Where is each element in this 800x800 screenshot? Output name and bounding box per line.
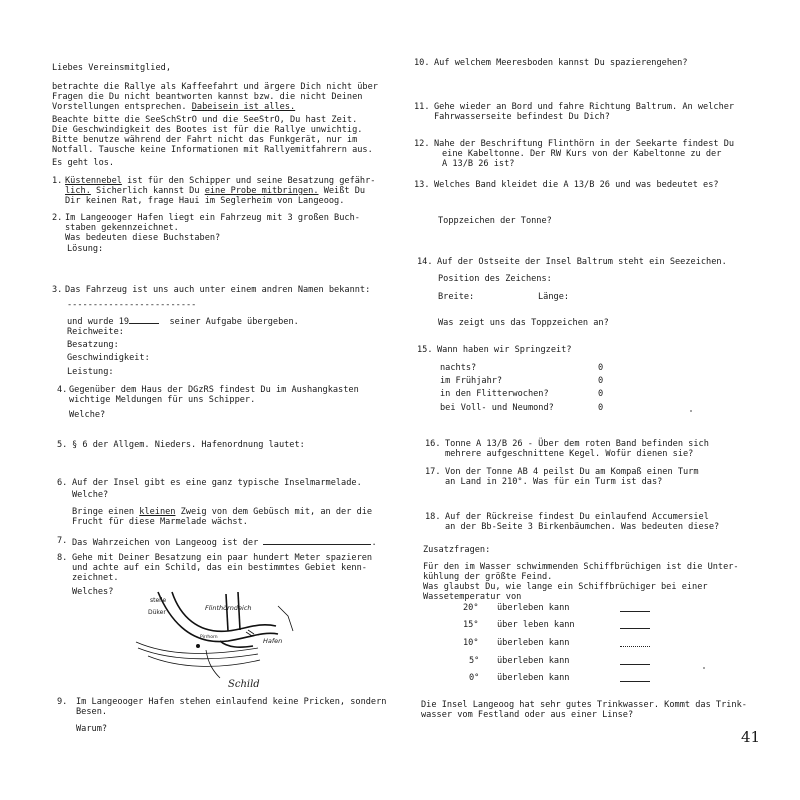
field-label: Besatzung: xyxy=(67,340,119,350)
question-9-line: Besen. xyxy=(76,707,108,717)
zusatzfragen-heading: Zusatzfragen: xyxy=(423,545,491,555)
question-number: 7. xyxy=(57,536,68,546)
question-11-line: Fahrwasserseite befindest Du Dich? xyxy=(434,112,610,122)
sketch-signature: Schild xyxy=(228,679,260,690)
field-label: Leistung: xyxy=(67,367,114,377)
option-mark: 0 xyxy=(598,403,604,413)
question-12-line: A 13/B 26 ist? xyxy=(442,159,515,169)
question-text: und wurde 19 xyxy=(67,317,130,327)
scan-speck xyxy=(703,667,705,669)
temperature: 20° xyxy=(463,603,479,613)
option-label: nachts? xyxy=(440,363,477,373)
motto-underlined: Dabeisein ist alles. xyxy=(191,102,296,112)
question-8-line: Welches? xyxy=(72,587,114,597)
question-17-line: Von der Tonne AB 4 peilst Du am Kompaß einen Turm xyxy=(445,467,699,477)
intro-line xyxy=(52,102,295,112)
question-4-line: Welche? xyxy=(69,410,106,420)
answer-blank xyxy=(620,620,650,629)
temperature: 0° xyxy=(469,673,480,683)
question-6-line: Welche? xyxy=(72,490,109,500)
question-text: ist für den Schipper und seine Besatzung gefähr- xyxy=(121,176,376,186)
zusatz-line: Für den im Wasser schwimmenden Schiffbrüchigen ist die Unter- xyxy=(423,562,739,572)
question-6-line: Auf der Insel gibt es eine ganz typische Inselmarmelade. xyxy=(72,478,362,488)
page-number: 41 xyxy=(741,728,761,746)
zusatz-line: kühlung der größte Feind. xyxy=(423,572,553,582)
intro-line: Bitte benutze während der Fahrt nicht das Funkgerät, nur im xyxy=(52,135,358,145)
question-number: 8. xyxy=(57,553,68,563)
zusatz-line: Wassetemperatur von xyxy=(423,592,522,602)
option-mark: 0 xyxy=(598,389,604,399)
question-number: 14. xyxy=(417,257,433,267)
temperature-text: über leben kann xyxy=(497,620,575,630)
question-text: Weißt Du xyxy=(318,186,366,196)
temperature-text: überleben kann xyxy=(497,673,570,683)
intro-line: Die Geschwindigkeit des Bootes ist für die Rallye unwichtig. xyxy=(52,125,363,135)
zusatz-line: Was glaubst Du, wie lange ein Schiffbrüchiger bei einer xyxy=(423,582,708,592)
question-number: 10. xyxy=(414,58,430,68)
field-label: Breite: xyxy=(438,292,475,302)
question-number: 1. xyxy=(52,176,63,186)
question-18-line: an der Bb-Seite 3 Birkenbäumchen. Was bedeuten diese? xyxy=(445,522,720,532)
question-18-line: Auf der Rückreise findest Du einlaufend Accumersiel xyxy=(445,512,709,522)
option-mark: 0 xyxy=(598,376,604,386)
map-label: Düker xyxy=(148,609,166,616)
answer-label: Lösung: xyxy=(67,244,104,254)
question-17-line: an Land in 210°. Was für ein Turm ist das? xyxy=(445,477,663,487)
map-label: Pirrhorn xyxy=(200,635,218,640)
question-text: Bringe einen xyxy=(72,507,140,517)
question-16-line: Tonne A 13/B 26 - Über dem roten Band befinden sich xyxy=(445,439,709,449)
option-label: im Frühjahr? xyxy=(440,376,503,386)
question-15-line: Wann haben wir Springzeit? xyxy=(437,345,572,355)
option-label: bei Voll- und Neumond? xyxy=(440,403,554,413)
final-question-line: wasser vom Festland oder aus einer Linse? xyxy=(421,710,634,720)
question-3-line: Das Fahrzeug ist uns auch unter einem andren Namen bekannt: xyxy=(65,285,371,295)
question-4-line: wichtige Meldungen für uns Schipper. xyxy=(69,395,256,405)
option-mark: 0 xyxy=(598,363,604,373)
question-10-line: Auf welchem Meeresboden kannst Du spazierengehen? xyxy=(434,58,688,68)
question-7-line: Das Wahrzeichen von Langeoog ist der . xyxy=(72,538,377,548)
question-text: seiner Aufgabe übergeben. xyxy=(169,317,299,327)
question-12-line: eine Kabeltonne. Der RW Kurs von der Kabeltonne zu der xyxy=(442,149,722,159)
question-number: 6. xyxy=(57,478,68,488)
temperature-text: überleben kann xyxy=(497,603,570,613)
answer-blank xyxy=(620,673,650,682)
question-number: 17. xyxy=(425,467,441,477)
question-text: Zweig von dem Gebüsch mit, an der die xyxy=(175,507,373,517)
underlined-term: eine Probe mitbringen. xyxy=(204,186,319,196)
question-1-line xyxy=(65,186,365,196)
map-label: Hafen xyxy=(263,637,283,645)
map-label: Flinthörndeich xyxy=(205,604,252,612)
answer-blank xyxy=(620,638,650,647)
question-number: 16. xyxy=(425,439,441,449)
question-text: Das Wahrzeichen von Langeoog ist der xyxy=(72,538,259,548)
underlined-term: lich. xyxy=(65,186,91,196)
field-label: Länge: xyxy=(538,292,570,302)
question-1-line: Dir keinen Rat, frage Haui im Seglerheim von Langeoog. xyxy=(65,196,345,206)
temperature: 10° xyxy=(463,638,479,648)
intro-line: betrachte die Rallye als Kaffeefahrt und ärgere Dich nicht über xyxy=(52,82,378,92)
question-8-line: Gehe mit Deiner Besatzung ein paar hundert Meter spazieren xyxy=(72,553,373,563)
question-number: 4. xyxy=(57,385,68,395)
question-13-line: Toppzeichen der Tonne? xyxy=(438,216,552,226)
temperature: 5° xyxy=(469,656,480,666)
question-14-line: Auf der Ostseite der Insel Baltrum steht ein Seezeichen. xyxy=(437,257,727,267)
es-geht-los: Es geht los. xyxy=(52,158,115,168)
question-number: 3. xyxy=(52,285,63,295)
option-label: in den Flitterwochen? xyxy=(440,389,549,399)
salutation: Liebes Vereinsmitglied, xyxy=(52,63,171,73)
question-4-line: Gegenüber dem Haus der DGzRS findest Du im Aushangkasten xyxy=(69,385,359,395)
underlined-term: Küstennebel xyxy=(65,176,122,186)
question-2-line: Im Langeooger Hafen liegt ein Fahrzeug mit 3 großen Buch- xyxy=(65,213,360,223)
question-text: Sicherlich kannst Du xyxy=(90,186,205,196)
field-label: Reichweite: xyxy=(67,327,124,337)
temperature: 15° xyxy=(463,620,479,630)
question-6-line: Frucht für diese Marmelade wächst. xyxy=(72,517,248,527)
scan-speck xyxy=(690,410,692,412)
answer-blank xyxy=(263,536,371,545)
question-number: 12. xyxy=(414,139,430,149)
question-8-line: zeichnet. xyxy=(72,573,119,583)
temperature-text: überleben kann xyxy=(497,656,570,666)
question-number: 9. xyxy=(57,697,68,707)
final-question-line: Die Insel Langeoog hat sehr gutes Trinkwasser. Kommt das Trink- xyxy=(421,700,747,710)
question-9-line: Im Langeooger Hafen stehen einlaufend keine Pricken, sondern xyxy=(76,697,387,707)
question-14-line: Was zeigt uns das Toppzeichen an? xyxy=(438,318,609,328)
question-6-line xyxy=(72,507,372,517)
question-13-line: Welches Band kleidet die A 13/B 26 und was bedeutet es? xyxy=(434,180,719,190)
question-5-line: § 6 der Allgem. Nieders. Hafenordnung lautet: xyxy=(72,440,305,450)
question-8-line: und achte auf ein Schild, das ein bestimmtes Gebiet kenn- xyxy=(72,563,367,573)
question-16-line: mehrere aufgeschnittene Kegel. Wofür dienen sie? xyxy=(445,449,694,459)
question-9-line: Warum? xyxy=(76,724,108,734)
question-2-line: staben gekennzeichnet. xyxy=(65,223,179,233)
question-number: 2. xyxy=(52,213,63,223)
question-12-line: Nahe der Beschriftung Flinthörn in der Seekarte findest Du xyxy=(434,139,735,149)
question-1-line xyxy=(65,176,375,186)
question-number: 11. xyxy=(414,102,430,112)
question-number: 15. xyxy=(417,345,433,355)
intro-line: Notfall. Tausche keine Informationen mit Rallyemitfahrern aus. xyxy=(52,145,373,155)
answer-blank xyxy=(620,656,650,665)
question-3-line xyxy=(67,315,299,327)
question-number: 18. xyxy=(425,512,441,522)
intro-line: Beachte bitte die SeeSchStrO und die SeeStrO, Du hast Zeit. xyxy=(52,115,358,125)
map-label: stelle xyxy=(150,597,167,604)
question-2-line: Was bedeuten diese Buchstaben? xyxy=(65,233,221,243)
field-label: Geschwindigkeit: xyxy=(67,353,150,363)
year-blank xyxy=(129,315,159,324)
question-11-line: Gehe wieder an Bord und fahre Richtung Baltrum. An welcher xyxy=(434,102,735,112)
question-number: 13. xyxy=(414,180,430,190)
question-number: 5. xyxy=(57,440,68,450)
intro-line: Fragen die Du nicht beantworten kannst bzw. die nicht Deinen xyxy=(52,92,363,102)
map-point xyxy=(196,644,200,648)
underlined-term: kleinen xyxy=(139,507,176,517)
dashed-blank: ------------------------- xyxy=(67,300,197,310)
answer-blank xyxy=(620,603,650,612)
question-14-line: Position des Zeichens: xyxy=(438,274,552,284)
intro-text: Vorstellungen entsprechen. xyxy=(52,102,187,112)
temperature-text: überleben kann xyxy=(497,638,570,648)
